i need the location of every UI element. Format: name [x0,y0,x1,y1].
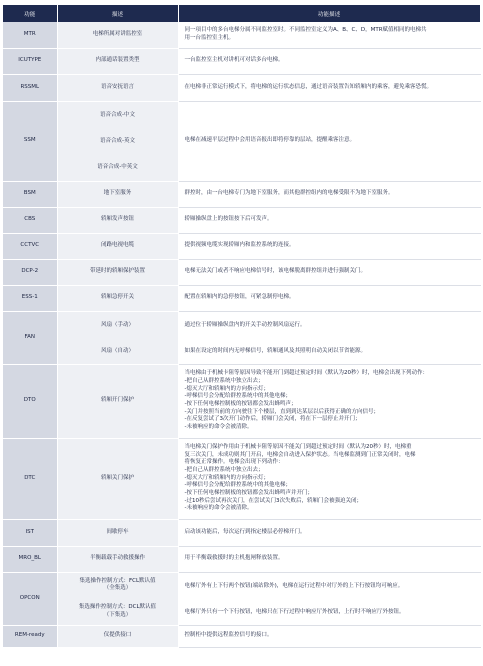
table-row [3,74,480,101]
row-func-fan: FAN [3,311,57,364]
row-desc-opcon [57,572,178,625]
detail-line: -呼梯信号会分配给群控系统中的其他电梯； [184,393,291,400]
table-row [3,572,480,625]
detail-line: 电梯厅外只有一个下行按钮，电梯只在下行过程中响应厅外按钮，上行时不响应厅外按钮。 [184,608,405,615]
detail-line: 将恢复正常操作。电梯会出现下列动作： [184,459,284,466]
detail-line: -按下任何电梯控制板的按钮都会发出蜂鸣声并开门； [184,490,313,497]
detail-line: -把自己从群控系统中独立出去； [184,377,264,384]
row-desc-bsm: 地下室服务 [57,181,178,207]
detail-line: -熄灭大厅和轿厢内的方向指示灯； [184,474,269,481]
detail-line: -按下任何电梯控制板的按钮都会发出蜂鸣声； [184,401,297,407]
detail-line: 用一台监控室主机。 [184,34,235,41]
header-detail: 功能描述 [178,5,480,22]
table-row [3,311,480,364]
detail-line: 轿厢操纵盘上的按钮按下后可发声。 [184,216,273,223]
detail-line: -把自己从群控系统中独立出去； [184,466,264,473]
desc-option: 风扇（自动） [100,347,134,354]
desc-option: （下集选） [103,611,132,618]
row-detail-ssm [178,101,480,181]
table-header-row [3,5,480,22]
detail-line: -呼梯信号会分配给群控系统中的其他电梯； [184,482,291,489]
row-desc-mrobl: 半衡载载手动救援操作 [57,546,178,572]
row-detail-ess1 [178,285,480,311]
header-func: 功能 [3,5,57,22]
table-row [3,625,480,647]
detail-line: 复三次关门，未成功则其门开启，电梯会自动进入保护状态。当电梯监测到门正常关闭时，电梯 [184,451,416,458]
row-detail-dcp2 [178,259,480,285]
desc-option: 风扇（手动） [100,321,134,328]
row-func-ssm: SSM [3,101,57,181]
row-desc-icutype: 内部通话装置类型 [57,48,178,74]
table-row [3,364,480,438]
desc-option: 集选操作控制方式：DCL默认值 [78,604,157,610]
row-func-rssml: RSSML [3,74,57,101]
table-row [3,259,480,285]
detail-line: -熄灭大厅和轿厢内的方向指示灯； [184,385,269,392]
detail-line: -过10秒后尝试再次关门，在尝试关门3次失败后，轿厢门会被强迫关闭； [184,497,362,504]
detail-line: 一台监控室主机对讲机可对话多台电梯。 [184,57,284,64]
table-row [3,519,480,546]
table-row [3,48,480,74]
row-desc-ess1: 轿厢急停开关 [57,285,178,311]
desc-option: （全集选） [103,585,132,592]
detail-line: 通过位于轿厢操纵盘内的开关手动控制风扇运行。 [184,321,306,328]
row-func-dcp2: DCP-2 [3,259,57,285]
row-func-ess1: ESS-1 [3,285,57,311]
row-desc-cbs: 轿厢发声按钮 [57,207,178,233]
detail-line: -关门并按照当前的方向驶往下个楼层，直到到达某层以后获得正确的方向信号； [184,408,379,415]
table-row [3,181,480,207]
row-detail-icutype [178,48,480,74]
detail-line: 用于半衡载救援时的主机抱闸释放装置。 [184,555,284,562]
table-row [3,207,480,233]
row-func-dtc: DTC [3,438,57,519]
row-func-mrobl: MRO_BL [3,546,57,572]
row-func-opcon: OPCON [3,572,57,625]
detail-line: 如果在设定的时间内无呼梯信号，轿厢通风及其照明自动关闭以节省能源。 [184,347,367,354]
row-detail-mtr [178,22,480,48]
table-row [3,546,480,572]
detail-line: 启动该功能后，每次运行到指定楼层必停梯开门。 [184,528,306,535]
row-desc-ist: 间歇停车 [57,519,178,546]
row-desc-dtc: 轿厢关门保护 [57,438,178,519]
row-detail-cctvc [178,233,480,259]
detail-line: 提供视频电缆实现轿厢内和监控系统的连接。 [184,242,295,249]
detail-line: 当电梯关门保护作用由于机械卡阻等原因不能关门到超过预定时间（默认为20秒）时，电梯重 [184,443,412,450]
table-row [3,438,480,519]
row-detail-ist [178,519,480,546]
row-func-icutype: ICUTYPE [3,48,57,74]
row-func-remready: REM-ready [3,625,57,647]
desc-option: 语音合成-中英文 [97,164,138,170]
row-func-dto: DTO [3,364,57,438]
detail-line: 同一项目中的多台电梯分属不同监控室时。不同监控室定义为A、B、C、D，MTR赋值相同的电梯共 [184,27,427,34]
row-desc-remready: 仪提供接口 [57,625,178,647]
detail-line: -在反复尝试了3次开门动作后，轿厢门会关闭，将在下一层停止并开门； [184,416,361,423]
detail-line: 在电梯非正常运行模式下，将电梯的运行状态信息，通过语音装置告知轿厢内的乘客，避免乘客恐慌。 [184,83,433,90]
row-detail-fan [178,311,480,364]
detail-line: 当电梯由于机械卡阻等原因导致不能开门到超过预定时间（默认为20秒）时，电梯会出现下列动作： [184,370,429,377]
header-desc: 描述 [57,5,178,22]
row-detail-bsm [178,181,480,207]
function-table-sheet [3,5,480,648]
function-table [3,5,481,648]
row-desc-dto: 轿厢开门保护 [57,364,178,438]
detail-line: 电梯无法关门或者不响应电梯信号时，该电梯脱离群控组并进行强制关门。 [184,268,367,275]
table-row [3,285,480,311]
row-desc-cctvc: 闭路电视电缆 [57,233,178,259]
row-desc-dcp2: 带延时的轿厢保护装置 [57,259,178,285]
row-desc-ssm [57,101,178,181]
desc-option: 语音合成-英文 [100,138,135,144]
row-desc-mtr: 电梯所属对讲监控室 [57,22,178,48]
row-detail-opcon [178,572,480,625]
row-desc-rssml: 语音安抚语言 [57,74,178,101]
row-detail-dtc [178,438,480,519]
detail-line: 控制柜中提供远程监控信号的接口。 [184,632,273,639]
table-row [3,101,480,181]
detail-line: -未被响应的命令会被清除。 [184,505,253,512]
row-detail-rssml [178,74,480,101]
row-detail-remready [178,625,480,647]
desc-option: 语音合成-中文 [100,112,135,118]
row-desc-fan [57,311,178,364]
detail-line: 群控时，由一台电梯专门为地下室服务，而其他群控组内的电梯受限不为地下室服务。 [184,190,394,197]
detail-line: 电梯在减速平层过程中会用语音报出即将停靠的层站，提醒乘客注意。 [184,137,356,144]
row-func-ist: IST [3,519,57,546]
table-row [3,233,480,259]
row-func-cbs: CBS [3,207,57,233]
row-func-cctvc: CCTVC [3,233,57,259]
row-func-mtr: MTR [3,22,57,48]
detail-line: -未被响应的命令会被清除。 [184,424,253,431]
row-detail-mrobl [178,546,480,572]
detail-line: 电梯厅外有上下行两个按钮(端站除外)，电梯在运行过程中对厅外的上下行按钮均可响应。 [184,582,404,589]
row-func-bsm: BSM [3,181,57,207]
row-detail-cbs [178,207,480,233]
row-detail-dto [178,364,480,438]
table-row [3,22,480,48]
desc-option: 集选操作控制方式：FCL默认值 [79,577,156,584]
detail-line: 配置在轿厢内的急停按钮，可紧急制停电梯。 [184,294,295,301]
